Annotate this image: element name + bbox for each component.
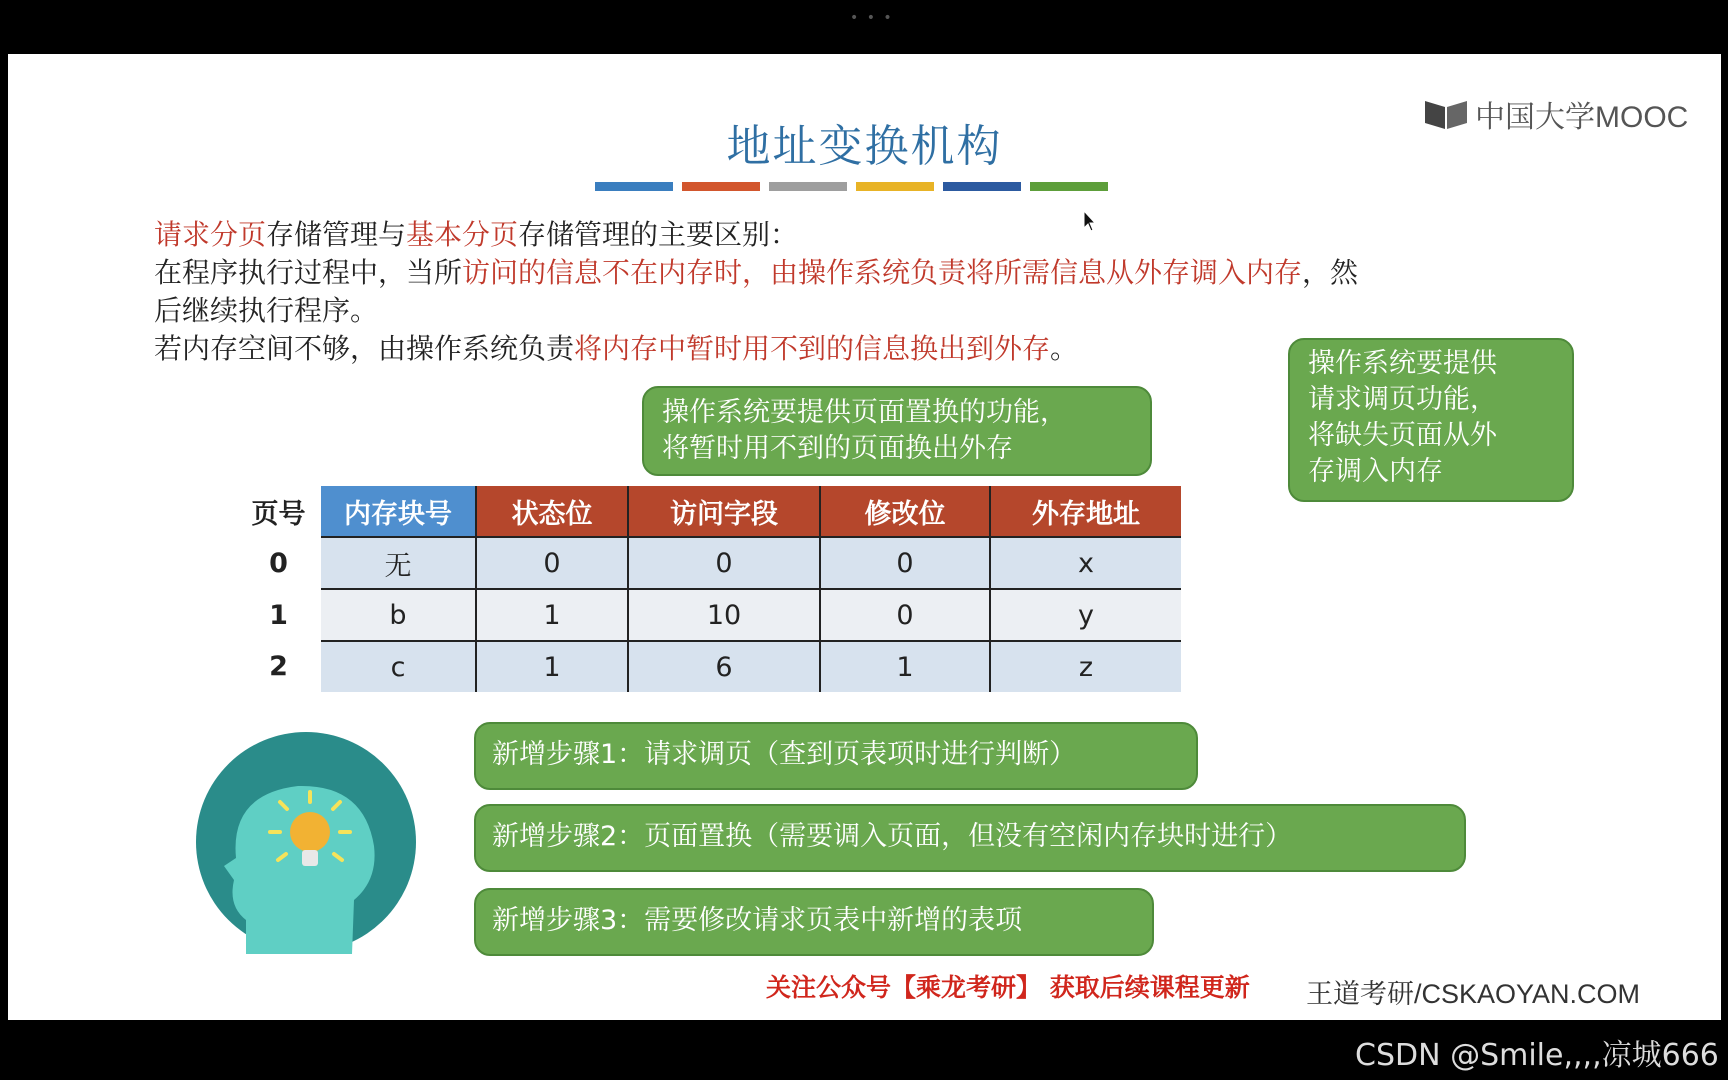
text-line-1 bbox=[154, 216, 798, 254]
callout-line: 将暂时用不到的页面换出外存 bbox=[662, 433, 1013, 464]
step-3-text: 新增步骤3：需要修改请求页表中新增的表项 bbox=[492, 905, 1023, 936]
callout-page-replacement bbox=[642, 386, 1152, 476]
step-2-text: 新增步骤2：页面置换（需要调入页面，但没有空闲内存块时进行） bbox=[492, 821, 1293, 852]
more-dots-icon[interactable]: • • • bbox=[850, 10, 894, 26]
header-modify-bit: 修改位 bbox=[820, 486, 990, 537]
callout-line: 将缺失页面从外 bbox=[1308, 420, 1497, 451]
stripe bbox=[769, 182, 847, 191]
step-2-callout bbox=[474, 804, 1466, 872]
table-cell: 10 bbox=[628, 589, 820, 641]
text-line-2 bbox=[154, 254, 1358, 292]
table-cell: b bbox=[321, 589, 476, 641]
callout-line: 操作系统要提供 bbox=[1308, 348, 1497, 379]
header-access-field: 访问字段 bbox=[628, 486, 820, 537]
text: 存储管理与 bbox=[266, 218, 407, 251]
table-cell: z bbox=[990, 641, 1181, 692]
stripe bbox=[856, 182, 934, 191]
step-1-text: 新增步骤1：请求调页（查到页表项时进行判断） bbox=[492, 739, 1077, 770]
term-basic-paging: 基本分页 bbox=[406, 218, 519, 251]
table-cell: 0 bbox=[820, 537, 990, 589]
footer-site: 王道考研/CSKAOYAN.COM bbox=[1306, 979, 1641, 1009]
title-stripes bbox=[595, 182, 1108, 191]
text: 存储管理的主要区别： bbox=[518, 218, 799, 251]
header-page-number: 页号 bbox=[251, 499, 306, 530]
stripe bbox=[943, 182, 1021, 191]
header-external-address: 外存地址 bbox=[990, 486, 1181, 537]
table-row bbox=[236, 589, 1181, 641]
table-cell: c bbox=[321, 641, 476, 692]
table-cell: 1 bbox=[476, 589, 628, 641]
callout-line: 操作系统要提供页面置换的功能， bbox=[662, 397, 1067, 428]
lightbulb-head-icon bbox=[194, 730, 418, 954]
callout-line: 请求调页功能， bbox=[1308, 384, 1497, 415]
text: 在程序执行过程中，当所 bbox=[154, 256, 463, 289]
footer-promo: 关注公众号【乘龙考研】 获取后续课程更新 bbox=[766, 973, 1250, 1002]
page-number: 0 bbox=[269, 547, 288, 579]
video-top-bar bbox=[0, 0, 1728, 52]
table-cell: 1 bbox=[820, 641, 990, 692]
table-cell: x bbox=[990, 537, 1181, 589]
csdn-watermark: CSDN @Smile,,,,凉城666 bbox=[1355, 1038, 1719, 1073]
page-number: 1 bbox=[269, 599, 288, 631]
text-line-3: 后继续执行程序。 bbox=[154, 294, 379, 327]
table-cell: 无 bbox=[321, 537, 476, 589]
step-1-callout bbox=[474, 722, 1198, 790]
callout-line: 存调入内存 bbox=[1308, 456, 1443, 487]
table-cell: 1 bbox=[476, 641, 628, 692]
table-row bbox=[236, 537, 1181, 589]
highlight-text: 访问的信息不在内存时，由操作系统负责将所需信息从外存调入内存 bbox=[462, 256, 1303, 289]
header-status-bit: 状态位 bbox=[476, 486, 628, 537]
page-table bbox=[236, 486, 1181, 692]
slide bbox=[8, 54, 1721, 1020]
step-3-callout bbox=[474, 888, 1154, 956]
highlight-text: 将内存中暂时用不到的信息换出到外存 bbox=[574, 332, 1051, 365]
callout-request-paging bbox=[1288, 338, 1574, 502]
table-header-row bbox=[236, 486, 1181, 537]
text: 。 bbox=[1050, 332, 1079, 365]
table-cell: 0 bbox=[628, 537, 820, 589]
table-cell: y bbox=[990, 589, 1181, 641]
term-request-paging: 请求分页 bbox=[154, 218, 267, 251]
page-number: 2 bbox=[269, 651, 288, 682]
logo-text: 中国大学MOOC bbox=[1475, 101, 1689, 134]
table-row bbox=[236, 641, 1181, 692]
table-cell: 0 bbox=[476, 537, 628, 589]
stripe bbox=[1030, 182, 1108, 191]
table-cell: 6 bbox=[628, 641, 820, 692]
stripe bbox=[682, 182, 760, 191]
slide-title: 地址变换机构 bbox=[726, 121, 1003, 172]
text-line-4 bbox=[154, 330, 1078, 368]
table-cell: 0 bbox=[820, 589, 990, 641]
text: 若内存空间不够，由操作系统负责 bbox=[154, 332, 575, 365]
header-memory-block: 内存块号 bbox=[321, 486, 476, 537]
mouse-cursor-icon bbox=[1083, 210, 1097, 232]
stripe bbox=[595, 182, 673, 191]
text: ，然 bbox=[1302, 256, 1359, 289]
